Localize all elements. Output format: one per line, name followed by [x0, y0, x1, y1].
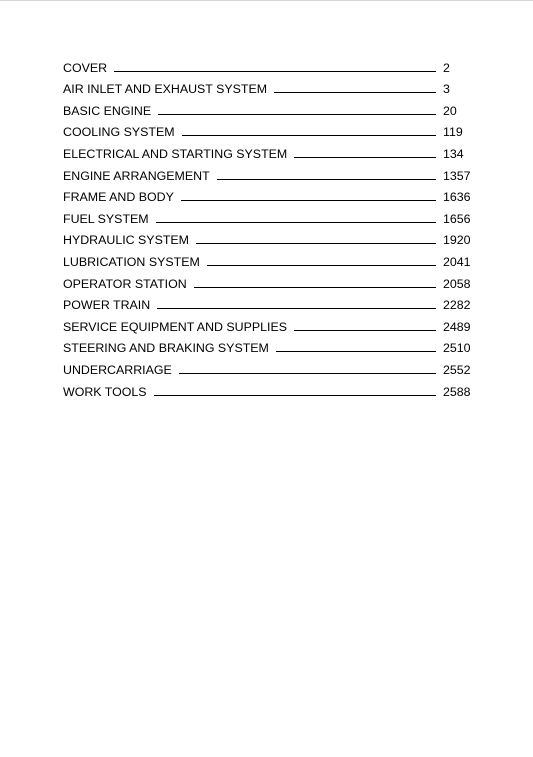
toc-leader-line — [217, 179, 436, 180]
toc-entry-hydraulic-system[interactable] — [63, 226, 473, 248]
toc-entry-page: 2552 — [443, 362, 471, 377]
toc-entry-page: 134 — [443, 146, 464, 161]
toc-entry-page: 1636 — [443, 190, 471, 205]
toc-leader-line — [276, 351, 436, 352]
toc-entry-page: 1656 — [443, 211, 471, 226]
toc-entry-title: AIR INLET AND EXHAUST SYSTEM — [63, 82, 268, 97]
toc-entry-steering-and-braking-system[interactable] — [63, 334, 473, 356]
toc-entry-page: 2282 — [443, 298, 471, 313]
toc-leader-line — [274, 92, 436, 93]
page-top-border — [0, 0, 533, 1]
toc-entry-page: 20 — [443, 103, 457, 118]
toc-entry-frame-and-body[interactable] — [63, 183, 473, 205]
toc-leader-line — [196, 243, 436, 244]
toc-entry-title: COVER — [63, 60, 108, 75]
toc-entry-title: LUBRICATION SYSTEM — [63, 254, 200, 269]
toc-leader-line — [114, 71, 436, 72]
toc-entry-title: ENGINE ARRANGEMENT — [63, 168, 210, 183]
toc-leader-line — [194, 287, 436, 288]
toc-entry-lubrication-system[interactable] — [63, 247, 473, 269]
toc-entry-page: 2489 — [443, 319, 471, 334]
toc-entry-page: 2 — [443, 60, 450, 75]
toc-entry-basic-engine[interactable] — [63, 96, 473, 118]
toc-entry-fuel-system[interactable] — [63, 204, 473, 226]
toc-entry-engine-arrangement[interactable] — [63, 161, 473, 183]
toc-entry-title: SERVICE EQUIPMENT AND SUPPLIES — [63, 319, 288, 334]
toc-entry-title: ELECTRICAL AND STARTING SYSTEM — [63, 146, 288, 161]
toc-entry-power-train[interactable] — [63, 291, 473, 313]
toc-entry-title: STEERING AND BRAKING SYSTEM — [63, 341, 269, 356]
toc-entry-operator-station[interactable] — [63, 269, 473, 291]
toc-entry-title: COOLING SYSTEM — [63, 125, 175, 140]
toc-entry-title: FUEL SYSTEM — [63, 211, 149, 226]
toc-leader-line — [158, 114, 436, 115]
toc-entry-page: 119 — [443, 125, 463, 140]
toc-leader-line — [179, 373, 436, 374]
toc-leader-line — [181, 200, 436, 201]
toc-leader-line — [154, 395, 436, 396]
toc-entry-service-equipment-and-supplies[interactable] — [63, 312, 473, 334]
toc-entry-page: 1357 — [443, 168, 471, 183]
toc-entry-electrical-and-starting-system[interactable] — [63, 139, 473, 161]
toc-entry-title: HYDRAULIC SYSTEM — [63, 233, 189, 248]
toc-entry-air-inlet-and-exhaust-system[interactable] — [63, 75, 473, 97]
toc-entry-title: POWER TRAIN — [63, 298, 151, 313]
toc-leader-line — [294, 330, 436, 331]
toc-entry-title: BASIC ENGINE — [63, 103, 152, 118]
toc-entry-page: 2041 — [443, 254, 471, 269]
toc-entry-page: 2510 — [443, 341, 471, 356]
toc-leader-line — [156, 222, 436, 223]
toc-entry-page: 2058 — [443, 276, 471, 291]
toc-entry-title: OPERATOR STATION — [63, 276, 187, 291]
toc-entry-cover[interactable] — [63, 53, 473, 75]
toc-leader-line — [294, 157, 436, 158]
toc-entry-work-tools[interactable] — [63, 377, 473, 399]
toc-entry-page: 1920 — [443, 233, 471, 248]
table-of-contents — [63, 53, 473, 399]
toc-entry-title: WORK TOOLS — [63, 384, 147, 399]
toc-leader-line — [207, 265, 436, 266]
toc-entry-page: 2588 — [443, 384, 471, 399]
toc-entry-cooling-system[interactable] — [63, 118, 473, 140]
toc-entry-title: UNDERCARRIAGE — [63, 362, 172, 377]
toc-leader-line — [157, 308, 436, 309]
toc-leader-line — [182, 135, 436, 136]
toc-entry-page: 3 — [443, 82, 450, 97]
toc-entry-title: FRAME AND BODY — [63, 190, 174, 205]
toc-entry-undercarriage[interactable] — [63, 355, 473, 377]
